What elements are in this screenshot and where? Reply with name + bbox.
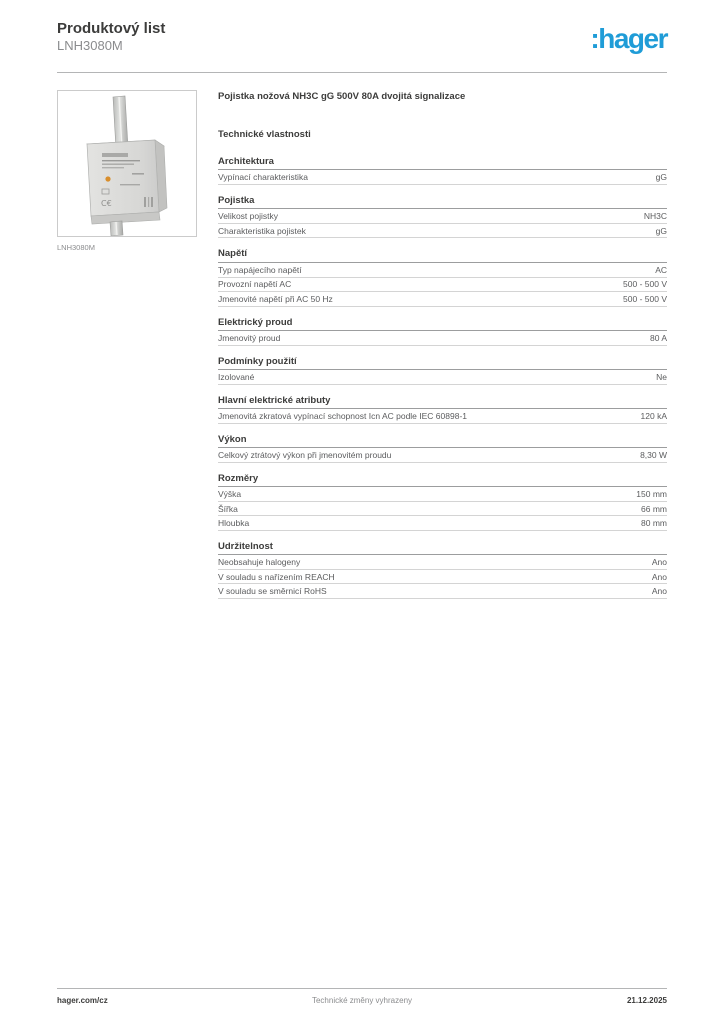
page-footer <box>57 996 667 1005</box>
spec-row <box>218 370 667 385</box>
spec-value: Ano <box>651 557 667 568</box>
spec-value: Ano <box>651 586 667 597</box>
spec-row <box>218 502 667 517</box>
spec-label: Výška <box>218 489 242 500</box>
spec-label: V souladu s nařízením REACH <box>218 571 335 582</box>
spec-value: NH3C <box>643 211 667 222</box>
spec-label: Charakteristika pojistek <box>218 225 306 236</box>
spec-label: Jmenovitý proud <box>218 332 281 343</box>
spec-value: 8,30 W <box>640 450 667 461</box>
spec-value: 80 mm <box>641 518 667 529</box>
spec-section <box>218 156 667 185</box>
spec-label: Jmenovité napětí při AC 50 Hz <box>218 293 333 304</box>
hager-logo: :hager <box>590 23 667 54</box>
product-image-column <box>57 90 197 252</box>
spec-label: Šířka <box>218 503 238 514</box>
spec-value: Ano <box>651 571 667 582</box>
spec-label: Neobsahuje halogeny <box>218 557 301 568</box>
spec-section <box>218 356 667 385</box>
section-heading: Architektura <box>218 156 667 171</box>
spec-label: Celkový ztrátový výkon při jmenovitém proudu <box>218 450 392 461</box>
spec-label: Velikost pojistky <box>218 211 278 222</box>
spec-row <box>218 170 667 185</box>
product-image-caption: LNH3080M <box>57 243 95 252</box>
spec-value: AC <box>655 264 667 275</box>
section-heading: Pojistka <box>218 195 667 210</box>
spec-content <box>218 91 667 599</box>
footer-date: 21.12.2025 <box>626 996 667 1005</box>
product-reference: LNH3080M <box>57 38 123 53</box>
spec-row <box>218 409 667 424</box>
spec-row <box>218 209 667 224</box>
footer-website: hager.com/cz <box>57 996 108 1005</box>
spec-section <box>218 248 667 306</box>
spec-label: Jmenovitá zkratová vypínací schopnost Icn AC podle IEC 60898-1 <box>218 411 467 421</box>
document-title: Produktový list <box>57 20 166 37</box>
spec-value: 80 A <box>649 332 667 343</box>
spec-label: Izolované <box>218 371 255 382</box>
nh-fuse-illustration <box>58 91 196 236</box>
product-title: Pojistka nožová NH3C gG 500V 80A dvojitá signalizace <box>218 91 466 102</box>
section-heading: Hlavní elektrické atributy <box>218 395 667 410</box>
spec-value: gG <box>655 225 667 236</box>
spec-label: Vypínací charakteristika <box>218 172 308 183</box>
spec-row <box>218 584 667 599</box>
spec-row <box>218 224 667 239</box>
spec-row <box>218 570 667 585</box>
section-heading: Výkon <box>218 434 667 449</box>
section-heading: Podmínky použití <box>218 356 667 371</box>
header-divider <box>57 72 667 73</box>
svg-text:C€: C€ <box>101 199 112 208</box>
section-heading: Rozměry <box>218 473 667 488</box>
spec-sections <box>218 156 667 599</box>
spec-row <box>218 516 667 531</box>
spec-value: gG <box>655 172 667 183</box>
page-header <box>57 20 667 55</box>
spec-value: Ne <box>656 371 667 382</box>
spec-value: 500 - 500 V <box>623 279 667 290</box>
spec-section <box>218 395 667 424</box>
spec-label: Hloubka <box>218 518 250 529</box>
header-titles <box>57 20 165 55</box>
spec-label: V souladu se směrnicí RoHS <box>218 586 327 597</box>
footer-notice: Technické změny vyhrazeny <box>311 996 413 1005</box>
spec-value: 66 mm <box>641 503 667 514</box>
spec-value: 150 mm <box>636 489 667 500</box>
spec-row <box>218 487 667 502</box>
technical-properties-heading: Technické vlastnosti <box>218 129 311 141</box>
spec-row <box>218 292 667 307</box>
spec-row <box>218 448 667 463</box>
spec-section <box>218 541 667 599</box>
spec-value: 500 - 500 V <box>623 293 667 304</box>
section-heading: Elektrický proud <box>218 317 667 332</box>
section-heading: Udržitelnost <box>218 541 667 556</box>
spec-section <box>218 195 667 239</box>
section-heading: Napětí <box>218 248 667 263</box>
product-image <box>57 90 197 237</box>
spec-row <box>218 555 667 570</box>
spec-value: 120 kA <box>640 411 667 421</box>
spec-row <box>218 331 667 346</box>
spec-label: Typ napájecího napětí <box>218 264 302 275</box>
spec-row <box>218 263 667 278</box>
spec-label: Provozní napětí AC <box>218 279 292 290</box>
spec-row <box>218 278 667 293</box>
spec-section <box>218 434 667 463</box>
footer-divider <box>57 988 667 989</box>
spec-section <box>218 473 667 531</box>
spec-section <box>218 317 667 346</box>
